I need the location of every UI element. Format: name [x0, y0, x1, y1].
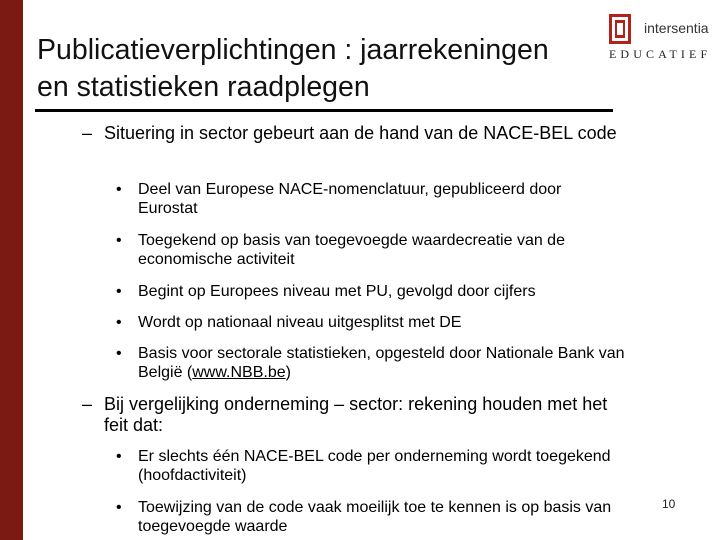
level2-text-line1: Er slechts één NACE-BEL code per onderneming wordt toegekend — [138, 448, 611, 465]
list-item-level1 — [82, 123, 712, 144]
bullet-marker: • — [116, 345, 122, 362]
level2-text-line2 — [138, 363, 716, 382]
nbb-link[interactable]: www.NBB.be — [192, 364, 286, 381]
list-item-level2 — [116, 231, 716, 269]
level2-text-line1: Begint op Europees niveau met PU, gevolgd door cijfers — [138, 283, 536, 300]
level1-text-line1: Bij vergelijking onderneming – sector: rekening houden met het — [104, 394, 608, 414]
level2-text-line1: Wordt op nationaal niveau uitgesplitst met DE — [138, 314, 462, 331]
bullet-marker: • — [116, 181, 122, 198]
list-item-level2 — [116, 344, 716, 382]
dash-marker: – — [82, 394, 93, 414]
level2-text-line1: Deel van Europese NACE-nomenclatuur, gepubliceerd door — [138, 181, 562, 198]
dash-marker: – — [82, 123, 93, 143]
list-item-level2 — [116, 313, 716, 332]
bullet-marker: • — [116, 283, 122, 300]
title-line-1: Publicatieverplichtingen : jaarrekeningen — [37, 34, 549, 66]
bullet-marker: • — [116, 499, 122, 516]
bullet-marker: • — [116, 448, 122, 465]
list-item-level1 — [82, 394, 712, 436]
level2-text-line2: economische activiteit — [138, 251, 295, 268]
list-item-level2 — [116, 447, 716, 485]
slide-number: 10 — [662, 497, 676, 511]
level2-text-line1: Toewijzing van de code vaak moeilijk toe te kennen is op basis van — [138, 499, 612, 516]
text-suffix: ) — [285, 364, 291, 381]
level1-text: Situering in sector gebeurt aan de hand van de NACE-BEL code — [104, 123, 617, 143]
level2-text-line2: Eurostat — [138, 200, 198, 217]
level1-text-line2: feit dat: — [104, 415, 164, 435]
list-item-level2 — [116, 498, 716, 536]
logo-brand: intersentia — [644, 20, 709, 36]
level2-text-line1: Basis voor sectorale statistieken, opgesteld door Nationale Bank van — [138, 345, 625, 362]
list-item-level2 — [116, 282, 716, 301]
list-item-level2 — [116, 180, 716, 218]
level2-text-line2: (hoofdactiviteit) — [138, 467, 247, 484]
logo-sub: EDUCATIEF — [609, 47, 712, 61]
bullet-marker: • — [116, 232, 122, 249]
title-line-2: en statistieken raadplegen — [37, 71, 370, 103]
level2-text-line1: Toegekend op basis van toegevoegde waardecreatie van de — [138, 232, 565, 249]
level2-text-line2: toegevoegde waarde — [138, 518, 288, 535]
bullet-marker: • — [116, 314, 122, 331]
text-prefix: België ( — [138, 364, 193, 381]
